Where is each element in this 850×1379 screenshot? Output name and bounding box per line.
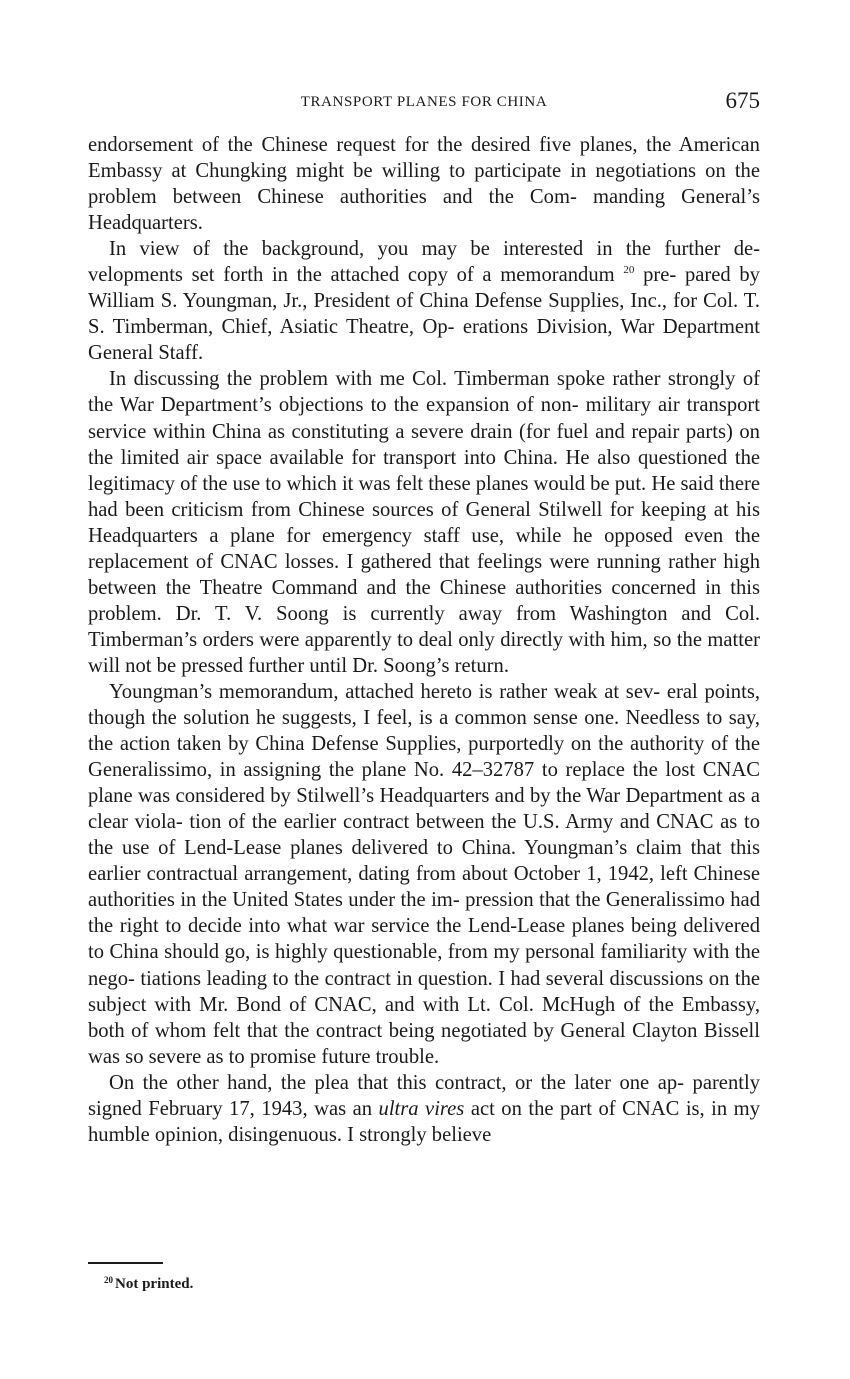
text-line: In view of the background, you may be interested in the further de- — [109, 238, 760, 261]
text-line: plane No. 42–32787 to replace the lost CNAC plane was considered by — [88, 759, 760, 808]
text-line: endorsement of the Chinese request for the desired five planes, the — [88, 134, 672, 156]
text-line: American Embassy at Chungking might be willing to participate in — [88, 134, 760, 183]
text-line: velopments set forth in the attached copy of a memorandum — [88, 264, 615, 287]
text-line: transport into China. He also questioned the legitimacy of the use — [88, 446, 761, 495]
text-line: to which it was felt these planes would be put. He said there had — [88, 472, 760, 521]
footnote — [104, 1275, 193, 1293]
text-line: erations Division, War Department General Staff. — [88, 316, 760, 365]
text-line: In discussing the problem with me Col. Timberman spoke rather — [109, 368, 661, 391]
text-line: away from Washington and Col. Timberman’s orders were apparently — [88, 602, 761, 651]
text-line: one. Needless to say, the action taken by China Defense Supplies, — [88, 707, 761, 756]
footnote-reference: 20 — [623, 264, 635, 277]
text-line: tiations leading to the contract in question. I had several discussions — [140, 967, 704, 990]
text-line: eral points, though the solution he suggests, I feel, is a common sense — [88, 680, 760, 730]
text-line: on the subject with Mr. Bond of CNAC, and with Lt. Col. McHugh — [88, 967, 761, 1016]
text-line: manding General’s Headquarters. — [88, 186, 760, 235]
footnote-mark: 20 — [104, 1275, 113, 1285]
text-line: parently signed February 17, 1943, was an — [88, 1071, 760, 1120]
text-line: authorities concerned in this problem. Dr. T. V. Soong is currently — [88, 576, 760, 625]
text-line: negotiations on the problem between Chinese authorities and the Com- — [88, 160, 760, 209]
paragraph-2 — [88, 236, 760, 366]
text-line: 1, 1942, left Chinese authorities in the United States under the im- — [88, 863, 761, 912]
text-line: by General Clayton Bissell was so severe as to promise future trouble. — [88, 1019, 760, 1068]
text-line: Supplies, Inc., for Col. T. S. Timberman, Chief, Asiatic Theatre, Op- — [88, 290, 760, 339]
paragraph-5 — [88, 1070, 760, 1148]
running-header — [88, 88, 760, 118]
text-line: of CNAC is, in my humble opinion, disingenuous. I strongly believe — [88, 1097, 760, 1146]
paragraph-1 — [88, 132, 760, 236]
text-line: been criticism from Chinese sources of General Stilwell for keeping — [125, 498, 707, 521]
text-line: purportedly on the authority of the Generalissimo, in assigning the — [88, 733, 760, 782]
text-line: act on the part — [470, 1097, 593, 1120]
text-line: highly questionable, from my personal familiarity with the nego- — [88, 941, 760, 990]
paragraph-4 — [88, 679, 760, 1070]
text-line: Stilwell’s Headquarters and by the War Department as a clear viola- — [88, 785, 760, 834]
text-line: at his Headquarters a plane for emergency staff use, while he opposed — [88, 498, 760, 547]
text-line: military air transport service within China as constituting a severe — [88, 394, 760, 443]
text-line: to deal only directly with him, so the matter will not be pressed further — [88, 628, 760, 677]
text-line: pared by William S. Youngman, Jr., President of China Defense — [88, 264, 760, 313]
text-line: the use of Lend-Lease planes delivered to China. Youngman’s claim — [88, 837, 682, 860]
text-line: running rather high between the Theatre Command and the Chinese — [88, 550, 760, 599]
paragraph-3 — [88, 366, 760, 679]
italic-phrase: ultra vires — [378, 1097, 465, 1120]
text-line: strongly of the War Department’s objections to the expansion of non- — [88, 368, 760, 417]
text-line: until Dr. Soong’s return. — [309, 654, 509, 677]
page-number: 675 — [725, 88, 760, 113]
text-line: pre- — [643, 264, 677, 287]
text-line: pression that the Generalissimo had the right to decide into what war — [88, 889, 760, 938]
running-title: TRANSPORT PLANES FOR CHINA — [300, 94, 548, 110]
footnote-text: Not printed. — [115, 1276, 194, 1292]
text-line: On the other hand, the plea that this contract, or the later one ap- — [109, 1071, 684, 1094]
text-line: Youngman’s memorandum, attached hereto is rather weak at sev- — [109, 680, 661, 703]
text-line: even the replacement of CNAC losses. I gathered that feelings were — [88, 524, 760, 573]
text-line: that this earlier contractual arrangement, dating from about October — [88, 837, 760, 886]
footnote-divider — [88, 1262, 163, 1264]
text-line: service the Lend-Lease planes being delivered to China should go, is — [88, 915, 760, 964]
body-text — [88, 132, 760, 1148]
text-line: tion of the earlier contract between the U.S. Army and CNAC as to — [189, 811, 761, 834]
text-line: of the Embassy, both of whom felt that the contract being negotiated — [88, 993, 760, 1042]
text-line: drain (for fuel and repair parts) on the limited air space available for — [88, 420, 760, 469]
